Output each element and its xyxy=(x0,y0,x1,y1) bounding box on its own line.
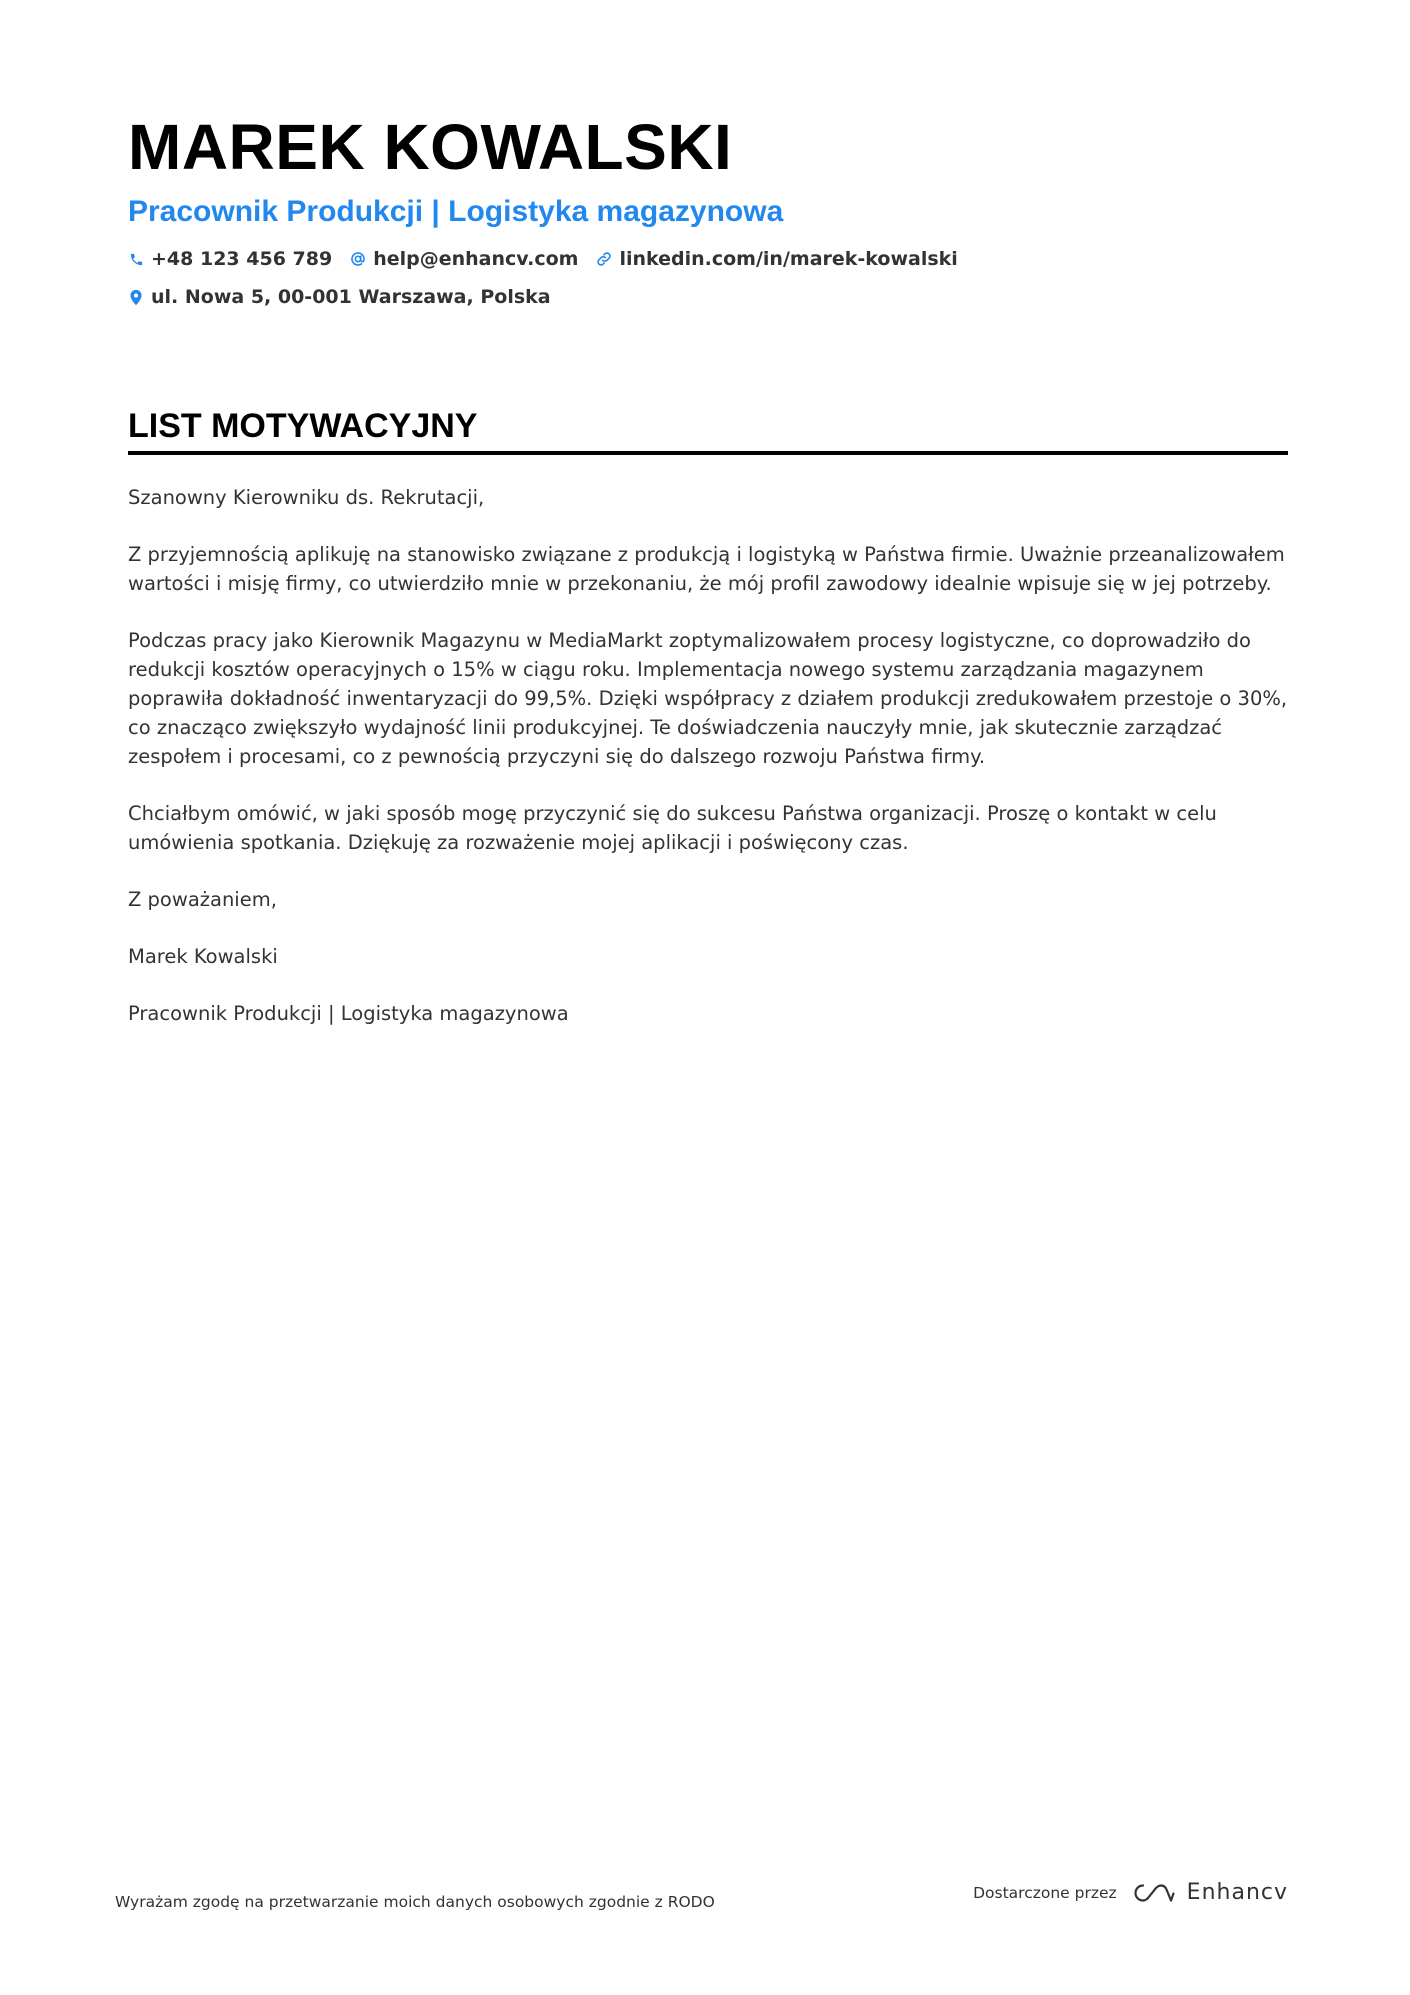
letter-signature-title: Pracownik Produkcji | Logistyka magazynowa xyxy=(128,1002,569,1025)
letter-signature-name: Marek Kowalski xyxy=(128,945,278,968)
contact-email[interactable] xyxy=(350,248,578,270)
letter-paragraph: Z przyjemnością aplikuję na stanowisko związane z produkcją i logistyką w Państwa firmie. Uważnie przeanalizowałem wartości i misję firmy, co utwierdziło mnie w przekonaniu, że mój profil zawodowy idealnie wpisuje się w jej potrzeby. xyxy=(128,543,1285,595)
candidate-headline: Pracownik Produkcji | Logistyka magazynowa xyxy=(128,195,784,228)
brand-name: Enhancv xyxy=(1186,1880,1288,1905)
link-icon xyxy=(596,250,612,268)
at-icon xyxy=(350,250,366,268)
header xyxy=(128,112,1288,308)
contact-address-text: ul. Nowa 5, 00-001 Warszawa, Polska xyxy=(151,286,551,308)
letter-body xyxy=(128,483,1288,1028)
section-title: LIST MOTYWACYJNY xyxy=(128,407,478,445)
contact-address xyxy=(128,286,551,308)
candidate-name: MAREK KOWALSKI xyxy=(128,111,733,183)
gdpr-consent: Wyrażam zgodę na przetwarzanie moich danych osobowych zgodnie z RODO xyxy=(115,1893,715,1911)
footer-branding xyxy=(973,1880,1288,1905)
provided-by-label: Dostarczone przez xyxy=(973,1883,1117,1902)
contact-email-text: help@enhancv.com xyxy=(373,248,579,270)
contact-row-secondary xyxy=(128,286,1288,308)
cover-letter-section xyxy=(128,405,1288,1056)
contact-phone-text: +48 123 456 789 xyxy=(151,248,333,270)
contact-row-primary xyxy=(128,248,1288,270)
location-pin-icon xyxy=(128,288,144,306)
phone-icon xyxy=(128,250,144,268)
contact-linkedin[interactable] xyxy=(596,248,957,270)
contact-phone[interactable] xyxy=(128,248,332,270)
letter-paragraph: Chciałbym omówić, w jaki sposób mogę przyczynić się do sukcesu Państwa organizacji. Proszę o kontakt w celu umówienia spotkania. Dziękuję za rozważenie mojej aplikacji i poświęcony czas. xyxy=(128,802,1217,854)
section-divider xyxy=(128,451,1288,455)
contact-linkedin-text: linkedin.com/in/marek-kowalski xyxy=(619,248,958,270)
letter-closing: Z poważaniem, xyxy=(128,888,277,911)
enhancv-logo-icon xyxy=(1129,1881,1175,1905)
letter-greeting: Szanowny Kierowniku ds. Rekrutacji, xyxy=(128,486,485,509)
letter-paragraph: Podczas pracy jako Kierownik Magazynu w MediaMarkt zoptymalizowałem procesy logistyczne, co doprowadziło do redukcji kosztów operacyjnych o 15% w ciągu roku. Implementacja nowego systemu zarządzania magazynem poprawiła dokładność inwentaryzacji do 99,5%. Dzięki współpracy z działem produkcji zredukowałem przestoje o 30%, co znacząco zwiększyło wydajność linii produkcyjnej. Te doświadczenia nauczyły mnie, jak skutecznie zarządzać zespołem i procesami, co z pewnością przyczyni się do dalszego rozwoju Państwa firmy. xyxy=(128,629,1288,768)
